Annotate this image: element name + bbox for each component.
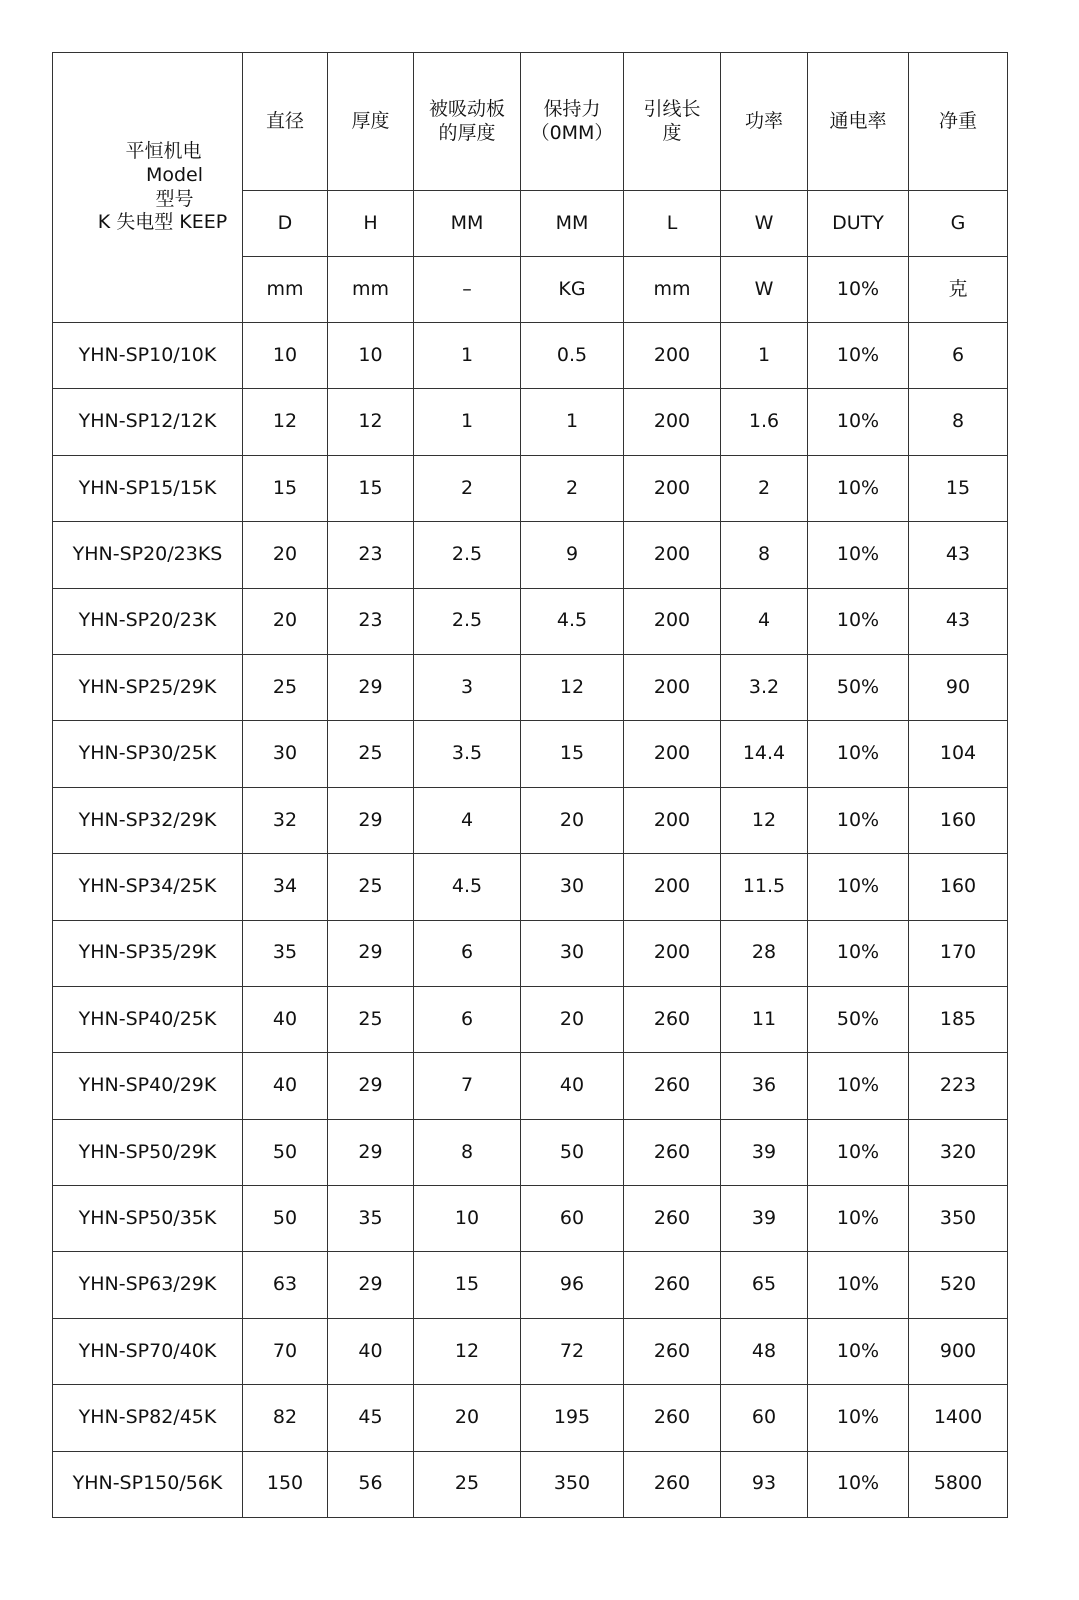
diameter-cell: 30 (243, 721, 328, 787)
header-row-names (53, 53, 1008, 191)
weight-cell: 223 (909, 1053, 1008, 1119)
lead-length-cell: 200 (624, 588, 721, 654)
column-code-thickness: H (328, 191, 414, 257)
thickness-cell: 45 (328, 1385, 414, 1451)
table-row (53, 986, 1008, 1052)
column-unit-weight: 克 (909, 257, 1008, 323)
column-header-weight: 净重 (909, 53, 1008, 191)
power-cell: 11.5 (721, 854, 808, 920)
plate-thickness-cell: 20 (414, 1385, 521, 1451)
holding-force-cell: 15 (521, 721, 624, 787)
column-header-plate-thickness: 被吸动板的厚度 (414, 53, 521, 191)
thickness-cell: 23 (328, 588, 414, 654)
model-cell: YHN-SP34/25K (53, 854, 243, 920)
duty-cell: 10% (808, 1119, 909, 1185)
weight-cell: 1400 (909, 1385, 1008, 1451)
duty-cell: 10% (808, 323, 909, 389)
lead-length-cell: 200 (624, 323, 721, 389)
table-row (53, 1252, 1008, 1318)
power-cell: 60 (721, 1385, 808, 1451)
table-row (53, 1053, 1008, 1119)
power-cell: 48 (721, 1318, 808, 1384)
table-row (53, 389, 1008, 455)
column-unit-duty: 10% (808, 257, 909, 323)
thickness-cell: 29 (328, 1252, 414, 1318)
duty-cell: 10% (808, 1186, 909, 1252)
model-cell: YHN-SP20/23K (53, 588, 243, 654)
model-cell: YHN-SP63/29K (53, 1252, 243, 1318)
plate-thickness-cell: 4 (414, 787, 521, 853)
diameter-cell: 34 (243, 854, 328, 920)
power-cell: 93 (721, 1451, 808, 1517)
model-cell: YHN-SP70/40K (53, 1318, 243, 1384)
lead-length-cell: 260 (624, 1053, 721, 1119)
diameter-cell: 40 (243, 1053, 328, 1119)
diameter-cell: 32 (243, 787, 328, 853)
thickness-cell: 12 (328, 389, 414, 455)
diameter-cell: 25 (243, 654, 328, 720)
power-cell: 2 (721, 455, 808, 521)
thickness-cell: 25 (328, 854, 414, 920)
model-cell: YHN-SP50/35K (53, 1186, 243, 1252)
weight-cell: 170 (909, 920, 1008, 986)
holding-force-cell: 30 (521, 854, 624, 920)
plate-thickness-cell: 4.5 (414, 854, 521, 920)
lead-length-cell: 260 (624, 1385, 721, 1451)
model-header-model-en: Model (145, 163, 204, 186)
lead-length-cell: 200 (624, 854, 721, 920)
duty-cell: 10% (808, 1451, 909, 1517)
table-row (53, 1119, 1008, 1185)
holding-force-cell: 60 (521, 1186, 624, 1252)
duty-cell: 10% (808, 1053, 909, 1119)
diameter-cell: 20 (243, 522, 328, 588)
power-cell: 14.4 (721, 721, 808, 787)
weight-cell: 5800 (909, 1451, 1008, 1517)
duty-cell: 10% (808, 1385, 909, 1451)
column-header-diameter: 直径 (243, 53, 328, 191)
column-header-duty: 通电率 (808, 53, 909, 191)
power-cell: 65 (721, 1252, 808, 1318)
thickness-cell: 10 (328, 323, 414, 389)
plate-thickness-cell: 10 (414, 1186, 521, 1252)
holding-force-cell: 0.5 (521, 323, 624, 389)
weight-cell: 6 (909, 323, 1008, 389)
model-cell: YHN-SP25/29K (53, 654, 243, 720)
power-cell: 39 (721, 1119, 808, 1185)
duty-cell: 10% (808, 455, 909, 521)
column-code-weight: G (909, 191, 1008, 257)
duty-cell: 10% (808, 522, 909, 588)
weight-cell: 320 (909, 1119, 1008, 1185)
plate-thickness-cell: 6 (414, 986, 521, 1052)
lead-length-cell: 260 (624, 1186, 721, 1252)
thickness-cell: 29 (328, 1053, 414, 1119)
diameter-cell: 35 (243, 920, 328, 986)
model-cell: YHN-SP40/25K (53, 986, 243, 1052)
plate-thickness-cell: 2.5 (414, 522, 521, 588)
thickness-cell: 23 (328, 522, 414, 588)
thickness-cell: 29 (328, 920, 414, 986)
lead-length-cell: 200 (624, 920, 721, 986)
power-cell: 28 (721, 920, 808, 986)
model-cell: YHN-SP50/29K (53, 1119, 243, 1185)
plate-thickness-cell: 3 (414, 654, 521, 720)
duty-cell: 50% (808, 654, 909, 720)
weight-cell: 90 (909, 654, 1008, 720)
weight-cell: 104 (909, 721, 1008, 787)
thickness-cell: 29 (328, 654, 414, 720)
model-cell: YHN-SP10/10K (53, 323, 243, 389)
lead-length-cell: 260 (624, 1119, 721, 1185)
thickness-cell: 15 (328, 455, 414, 521)
weight-cell: 900 (909, 1318, 1008, 1384)
weight-cell: 160 (909, 854, 1008, 920)
diameter-cell: 82 (243, 1385, 328, 1451)
plate-thickness-cell: 12 (414, 1318, 521, 1384)
diameter-cell: 15 (243, 455, 328, 521)
column-code-diameter: D (243, 191, 328, 257)
diameter-cell: 150 (243, 1451, 328, 1517)
duty-cell: 10% (808, 854, 909, 920)
holding-force-cell: 96 (521, 1252, 624, 1318)
holding-force-cell: 2 (521, 455, 624, 521)
model-cell: YHN-SP35/29K (53, 920, 243, 986)
duty-cell: 10% (808, 588, 909, 654)
column-code-holding-force: MM (521, 191, 624, 257)
duty-cell: 10% (808, 389, 909, 455)
plate-thickness-cell: 2 (414, 455, 521, 521)
table-row (53, 323, 1008, 389)
power-cell: 11 (721, 986, 808, 1052)
column-unit-lead-length: mm (624, 257, 721, 323)
holding-force-cell: 72 (521, 1318, 624, 1384)
lead-length-cell: 200 (624, 787, 721, 853)
plate-thickness-cell: 15 (414, 1252, 521, 1318)
power-cell: 39 (721, 1186, 808, 1252)
table-row (53, 522, 1008, 588)
plate-thickness-cell: 2.5 (414, 588, 521, 654)
plate-thickness-cell: 1 (414, 323, 521, 389)
holding-force-cell: 4.5 (521, 588, 624, 654)
table-row (53, 920, 1008, 986)
holding-force-cell: 50 (521, 1119, 624, 1185)
column-unit-diameter: mm (243, 257, 328, 323)
thickness-cell: 25 (328, 986, 414, 1052)
diameter-cell: 12 (243, 389, 328, 455)
model-header-brand: 平恒机电 (125, 140, 202, 162)
thickness-cell: 25 (328, 721, 414, 787)
plate-thickness-cell: 1 (414, 389, 521, 455)
plate-thickness-cell: 6 (414, 920, 521, 986)
model-header-model-cn: 型号 (155, 187, 194, 210)
weight-cell: 520 (909, 1252, 1008, 1318)
power-cell: 1 (721, 323, 808, 389)
weight-cell: 15 (909, 455, 1008, 521)
table-row (53, 455, 1008, 521)
column-header-power: 功率 (721, 53, 808, 191)
power-cell: 1.6 (721, 389, 808, 455)
model-cell: YHN-SP40/29K (53, 1053, 243, 1119)
plate-thickness-cell: 25 (414, 1451, 521, 1517)
column-code-plate-thickness: MM (414, 191, 521, 257)
model-cell: YHN-SP82/45K (53, 1385, 243, 1451)
lead-length-cell: 200 (624, 455, 721, 521)
model-cell: YHN-SP15/15K (53, 455, 243, 521)
table-row (53, 1385, 1008, 1451)
column-unit-holding-force: KG (521, 257, 624, 323)
weight-cell: 350 (909, 1186, 1008, 1252)
table-row (53, 588, 1008, 654)
weight-cell: 185 (909, 986, 1008, 1052)
thickness-cell: 29 (328, 787, 414, 853)
holding-force-cell: 1 (521, 389, 624, 455)
plate-thickness-cell: 8 (414, 1119, 521, 1185)
power-cell: 3.2 (721, 654, 808, 720)
table-row (53, 654, 1008, 720)
weight-cell: 43 (909, 588, 1008, 654)
holding-force-cell: 40 (521, 1053, 624, 1119)
duty-cell: 10% (808, 721, 909, 787)
column-unit-power: W (721, 257, 808, 323)
plate-thickness-cell: 7 (414, 1053, 521, 1119)
column-code-lead-length: L (624, 191, 721, 257)
model-cell: YHN-SP12/12K (53, 389, 243, 455)
table-row (53, 1318, 1008, 1384)
model-header-type: K 失电型 KEEP (97, 211, 228, 234)
table-row (53, 1451, 1008, 1517)
diameter-cell: 20 (243, 588, 328, 654)
lead-length-cell: 200 (624, 389, 721, 455)
diameter-cell: 50 (243, 1119, 328, 1185)
duty-cell: 10% (808, 787, 909, 853)
column-code-duty: DUTY (808, 191, 909, 257)
power-cell: 36 (721, 1053, 808, 1119)
model-cell: YHN-SP32/29K (53, 787, 243, 853)
column-header-lead-length: 引线长度 (624, 53, 721, 191)
thickness-cell: 40 (328, 1318, 414, 1384)
diameter-cell: 40 (243, 986, 328, 1052)
duty-cell: 10% (808, 1318, 909, 1384)
table-row (53, 787, 1008, 853)
column-unit-plate-thickness: – (414, 257, 521, 323)
model-cell: YHN-SP20/23KS (53, 522, 243, 588)
holding-force-cell: 195 (521, 1385, 624, 1451)
lead-length-cell: 260 (624, 1318, 721, 1384)
thickness-cell: 29 (328, 1119, 414, 1185)
model-cell: YHN-SP30/25K (53, 721, 243, 787)
lead-length-cell: 200 (624, 654, 721, 720)
diameter-cell: 50 (243, 1186, 328, 1252)
holding-force-cell: 20 (521, 986, 624, 1052)
duty-cell: 10% (808, 1252, 909, 1318)
duty-cell: 10% (808, 920, 909, 986)
plate-thickness-cell: 3.5 (414, 721, 521, 787)
lead-length-cell: 260 (624, 986, 721, 1052)
model-cell: YHN-SP150/56K (53, 1451, 243, 1517)
lead-length-cell: 260 (624, 1451, 721, 1517)
holding-force-cell: 20 (521, 787, 624, 853)
power-cell: 8 (721, 522, 808, 588)
column-unit-thickness: mm (328, 257, 414, 323)
lead-length-cell: 260 (624, 1252, 721, 1318)
table-row (53, 1186, 1008, 1252)
table-row (53, 854, 1008, 920)
table-row (53, 721, 1008, 787)
spec-table (52, 52, 1008, 1518)
power-cell: 12 (721, 787, 808, 853)
table-body (53, 53, 1008, 1518)
lead-length-cell: 200 (624, 522, 721, 588)
lead-length-cell: 200 (624, 721, 721, 787)
duty-cell: 50% (808, 986, 909, 1052)
column-header-thickness: 厚度 (328, 53, 414, 191)
holding-force-cell: 350 (521, 1451, 624, 1517)
holding-force-cell: 9 (521, 522, 624, 588)
diameter-cell: 10 (243, 323, 328, 389)
weight-cell: 160 (909, 787, 1008, 853)
model-header-cell (53, 53, 243, 323)
column-header-holding-force: 保持力（0MM） (521, 53, 624, 191)
holding-force-cell: 30 (521, 920, 624, 986)
holding-force-cell: 12 (521, 654, 624, 720)
thickness-cell: 56 (328, 1451, 414, 1517)
diameter-cell: 70 (243, 1318, 328, 1384)
column-code-power: W (721, 191, 808, 257)
weight-cell: 43 (909, 522, 1008, 588)
power-cell: 4 (721, 588, 808, 654)
weight-cell: 8 (909, 389, 1008, 455)
thickness-cell: 35 (328, 1186, 414, 1252)
diameter-cell: 63 (243, 1252, 328, 1318)
